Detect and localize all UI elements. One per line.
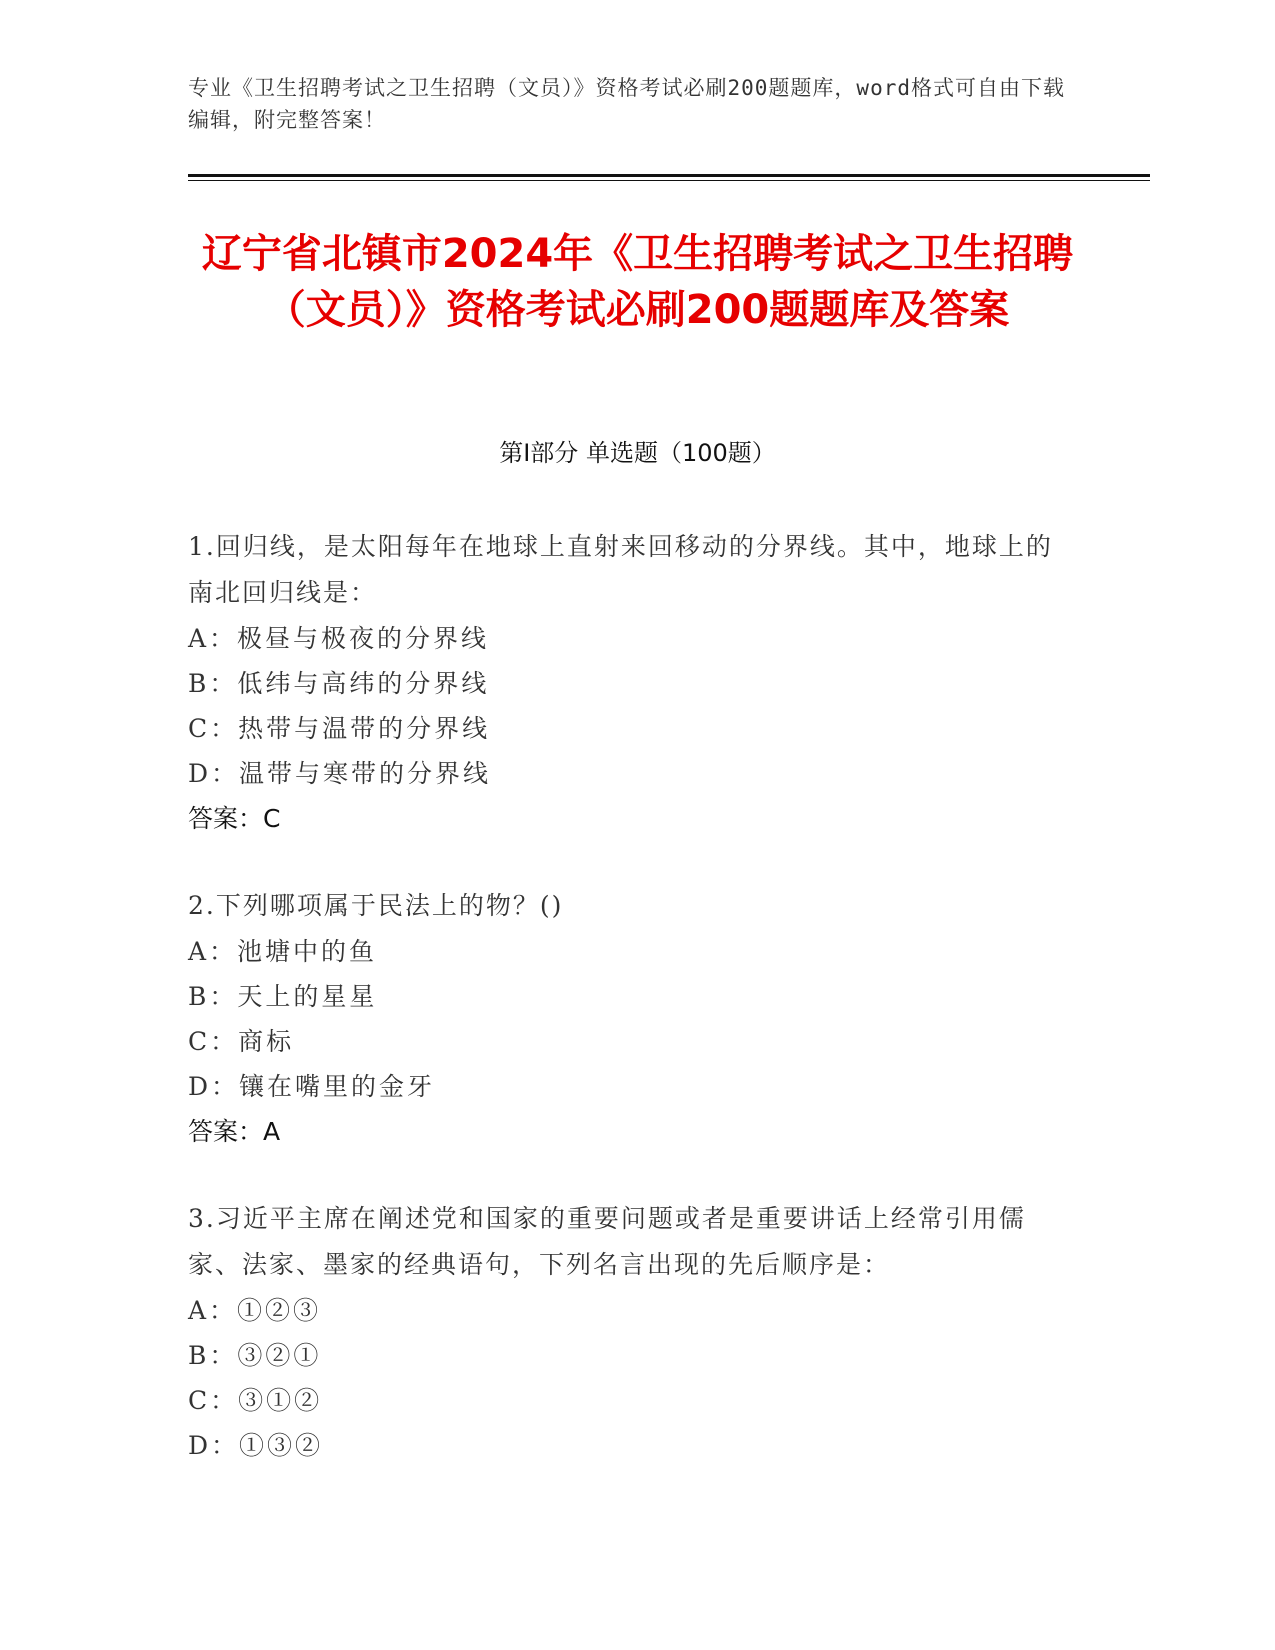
question-block: [188, 883, 1068, 1155]
option-b: B：③②①: [188, 1341, 322, 1370]
option-b: B：低纬与高纬的分界线: [188, 669, 490, 698]
option-d: D：镶在嘴里的金牙: [188, 1072, 436, 1101]
option-c: C：③①②: [188, 1386, 323, 1415]
question-stem: 2.下列哪项属于民法上的物？(): [188, 891, 564, 920]
question-block: [188, 1196, 1068, 1468]
option-c: C：商标: [188, 1027, 295, 1056]
question-stem: 3.习近平主席在阐述党和国家的重要问题或者是重要讲话上经常引用儒家、法家、墨家的经典语句，下列名言出现的先后顺序是：: [188, 1204, 1026, 1279]
document-title: 辽宁省北镇市2024年《卫生招聘考试之卫生招聘（文员）》资格考试必刷200题题库及答案: [201, 231, 1074, 333]
header-note: 专业《卫生招聘考试之卫生招聘（文员）》资格考试必刷200题题库，word格式可自由下载编辑，附完整答案！: [188, 76, 1065, 132]
answer-line: 答案：A: [188, 1117, 281, 1146]
question-stem: 1.回归线，是太阳每年在地球上直射来回移动的分界线。其中，地球上的南北回归线是：: [188, 532, 1053, 607]
header-divider-thick: [188, 174, 1150, 177]
option-a: A：极昼与极夜的分界线: [188, 624, 490, 653]
option-b: B：天上的星星: [188, 982, 378, 1011]
option-c: C：热带与温带的分界线: [188, 714, 491, 743]
question-block: [188, 524, 1068, 842]
option-a: A：①②③: [188, 1296, 322, 1325]
section-title: 第Ⅰ部分 单选题（100题）: [499, 439, 776, 467]
answer-line: 答案：C: [188, 804, 281, 833]
option-a: A：池塘中的鱼: [188, 937, 378, 966]
option-d: D：温带与寒带的分界线: [188, 759, 492, 788]
option-d: D：①③②: [188, 1431, 324, 1460]
header-divider-thin: [188, 180, 1150, 181]
